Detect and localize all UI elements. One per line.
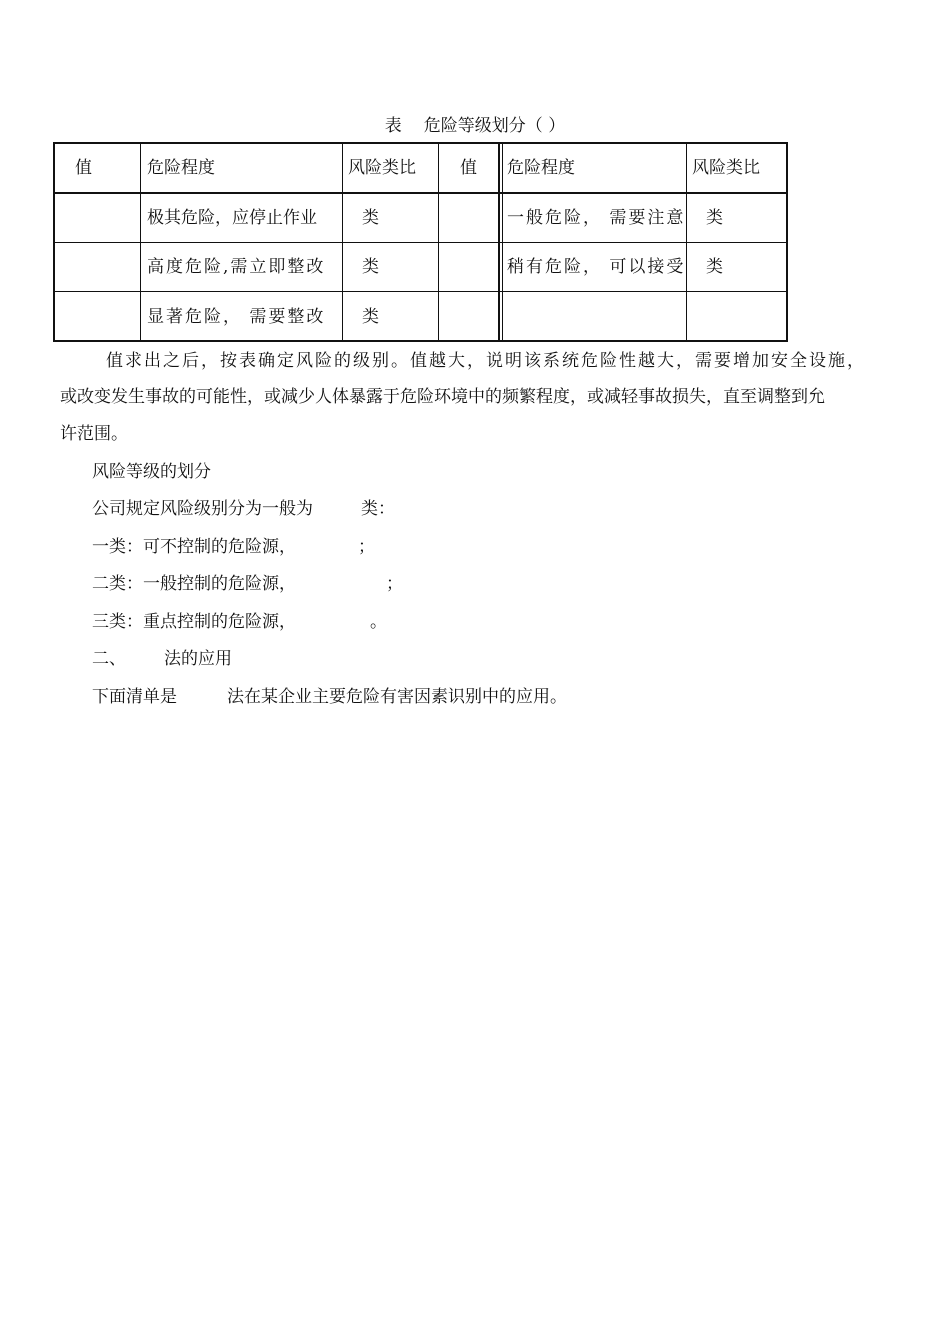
table-cell: 类 xyxy=(362,257,379,277)
table-cell: 类 xyxy=(362,208,379,228)
table-cell: 高度危险,需立即整改 xyxy=(147,257,326,277)
list-intro-text: 法在某企业主要危险有害因素识别中的应用。 xyxy=(227,687,567,707)
header-risk-class: 风险类比 xyxy=(692,158,760,178)
class-one-item: 一类：可不控制的危险源， xyxy=(92,537,296,557)
rule-text: 公司规定风险级别分为一般为 xyxy=(92,499,313,519)
table-cell: 显著危险， 需要整改 xyxy=(147,307,326,327)
caption-prefix: 表 xyxy=(384,116,402,136)
paragraph-line: 值求出之后，按表确定风险的级别。值越大，说明该系统危险性越大，需要增加安全设施， xyxy=(106,351,866,371)
table-divider xyxy=(55,192,786,194)
table-cell: 一般危险， 需要注意 xyxy=(507,208,686,228)
list-intro-text: 下面清单是 xyxy=(92,687,177,707)
header-danger-degree: 危险程度 xyxy=(507,158,575,178)
header-risk-class: 风险类比 xyxy=(348,158,416,178)
header-value: 值 xyxy=(75,158,92,178)
header-value: 值 xyxy=(460,158,477,178)
table-caption xyxy=(0,111,950,136)
class-three-end: 。 xyxy=(370,612,387,632)
section-title: 法的应用 xyxy=(164,649,232,669)
table-cell: 类 xyxy=(706,257,723,277)
header-danger-degree: 危险程度 xyxy=(147,158,215,178)
class-two-end: ； xyxy=(386,574,403,594)
class-one-end: ； xyxy=(358,537,375,557)
table-cell: 极其危险，应停止作业 xyxy=(147,208,317,228)
table-cell: 稍有危险， 可以接受 xyxy=(507,257,686,277)
table-cell: 类 xyxy=(362,307,379,327)
class-three-item: 三类：重点控制的危险源， xyxy=(92,612,296,632)
section-number: 二、 xyxy=(92,649,126,669)
table-cell: 类 xyxy=(706,208,723,228)
table-divider xyxy=(55,242,786,243)
rule-tail: 类： xyxy=(361,499,395,519)
table-divider xyxy=(55,291,786,292)
risk-level-table xyxy=(53,142,788,342)
paragraph-line: 许范围。 xyxy=(60,424,128,444)
class-two-item: 二类：一般控制的危险源， xyxy=(92,574,296,594)
section-heading: 风险等级的划分 xyxy=(92,462,211,482)
caption-title: 危险等级划分（ ） xyxy=(423,116,566,136)
paragraph-line: 或改变发生事故的可能性，或减少人体暴露于危险环境中的频繁程度，或减轻事故损失，直至调整到允 xyxy=(60,387,825,407)
